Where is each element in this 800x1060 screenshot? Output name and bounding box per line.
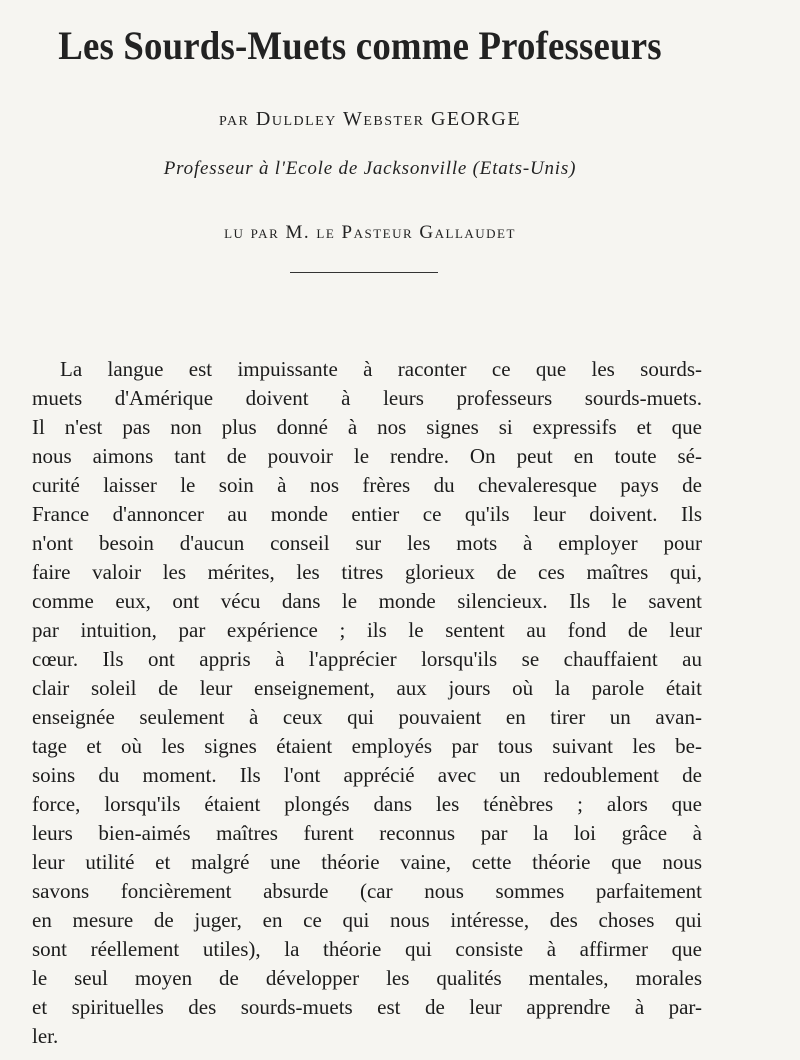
paragraph-line: tage et où les signes étaient employés par tous suivant les be- <box>32 734 702 758</box>
paragraph-line: n'ont besoin d'aucun conseil sur les mots à employer pour <box>32 531 702 555</box>
paragraph-line: France d'annoncer au monde entier ce qu'ils leur doivent. Ils <box>32 502 702 526</box>
paragraph-line: faire valoir les mérites, les titres glorieux de ces maîtres qui, <box>32 560 702 584</box>
paragraph-line: le seul moyen de développer les qualités mentales, morales <box>32 966 702 990</box>
read-by-line: lu par M. le Pasteur Gallaudet <box>224 222 516 243</box>
section-divider <box>290 272 438 273</box>
paragraph-line: leurs bien-aimés maîtres furent reconnus par la loi grâce à <box>32 821 702 845</box>
paragraph-line: savons foncièrement absurde (car nous sommes parfaitement <box>32 879 702 903</box>
article-title: Les Sourds-Muets comme Professeurs <box>58 23 662 68</box>
paragraph-line: Il n'est pas non plus donné à nos signes si expressifs et que <box>32 415 702 439</box>
paragraph-line: curité laisser le soin à nos frères du chevaleresque pays de <box>32 473 702 497</box>
paragraph-line: soins du moment. Ils l'ont apprécié avec un redoublement de <box>32 763 702 787</box>
paragraph-line: muets d'Amérique doivent à leurs professeurs sourds-muets. <box>32 386 702 410</box>
paragraph-line: clair soleil de leur enseignement, aux jours où la parole était <box>32 676 702 700</box>
paragraph-line: nous aimons tant de pouvoir le rendre. On peut en toute sé- <box>32 444 702 468</box>
paragraph-line: leur utilité et malgré une théorie vaine, cette théorie que nous <box>32 850 702 874</box>
paragraph-line: enseignée seulement à ceux qui pouvaient en tirer un avan- <box>32 705 702 729</box>
paragraph-line: ler. <box>32 1024 59 1048</box>
paragraph-line: sont réellement utiles), la théorie qui consiste à affirmer que <box>32 937 702 961</box>
paragraph-line: force, lorsqu'ils étaient plongés dans les ténèbres ; alors que <box>32 792 702 816</box>
author-byline: par Duldley Webster GEORGE <box>218 108 522 130</box>
paragraph-line: La langue est impuissante à raconter ce que les sourds- <box>60 357 702 381</box>
paragraph-line: comme eux, ont vécu dans le monde silencieux. Ils le savent <box>32 589 702 613</box>
paragraph-line: en mesure de juger, en ce qui nous intéresse, des choses qui <box>32 908 702 932</box>
paragraph-line: par intuition, par expérience ; ils le sentent au fond de leur <box>32 618 702 642</box>
paragraph-line: cœur. Ils ont appris à l'apprécier lorsqu'ils se chauffaient au <box>32 647 702 671</box>
body-paragraph <box>32 355 702 1051</box>
author-affiliation: Professeur à l'Ecole de Jacksonville (Etats-Unis) <box>163 158 577 179</box>
paragraph-line: et spirituelles des sourds-muets est de leur apprendre à par- <box>32 995 702 1019</box>
